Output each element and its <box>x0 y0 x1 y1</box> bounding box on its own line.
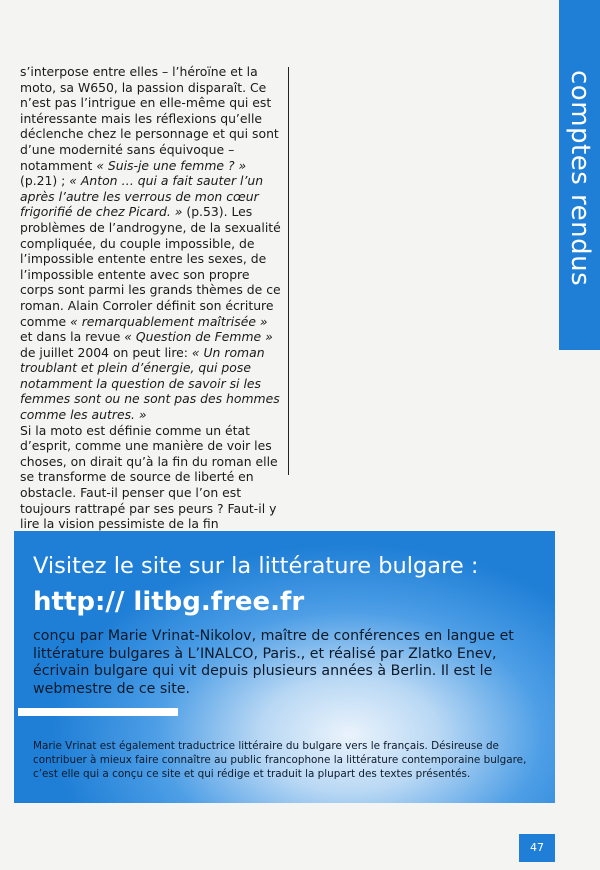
promo-url-link[interactable]: http:// litbg.free.fr <box>33 587 305 617</box>
quote: « Suis-je une femme ? » <box>96 157 247 173</box>
quote: « remarquablement maîtrisée » <box>70 313 268 329</box>
article-paragraph-2: Si la moto est définie comme un état d’esprit, comme une manière de voir les choses, on dirait qu’à la fin du roman elle se transforme de source de liberté en obstacle. Faut-il penser que l’on est toujours rattrapé par ses peurs ? Faut-il y lire la vision pessimiste de la fin <box>20 422 278 532</box>
section-tab <box>559 0 600 350</box>
promo-description: conçu par Marie Vrinat-Nikolov, maître de conférences en langue et littérature bulgares à L’INALCO, Paris., et réalisé par Zlatko Enev, écrivain bulgare qui vit depuis plusieurs années à Berlin. Il est le webmestre de ce site. <box>33 628 514 697</box>
quote: « Un roman troublant et plein d’énergie, qui pose notamment la question de savoir si les femmes sont ou ne sont pas des hommes comme les autres. » <box>20 344 280 423</box>
text-run: (p.53). Les problèmes de l’androgyne, de la sexualité compliquée, du couple impossible, de l’impossible entente entre les sexes, de l’impossible entente avec son propre corps sont parmi les grands thèmes de ce roman. Alain Corroler définit son écriture comme <box>20 204 281 329</box>
promo-title: Visitez le site sur la littérature bulgare : <box>33 553 479 579</box>
column-divider <box>288 67 289 475</box>
article-column <box>20 64 282 547</box>
page-number: 47 <box>530 841 544 854</box>
text-run: de juillet 2004 on peut lire: <box>20 344 192 360</box>
quote: « Question de Femme » <box>124 329 273 345</box>
text-run: et dans la revue <box>20 329 125 345</box>
promo-note: Marie Vrinat est également traductrice littéraire du bulgare vers le français. Désireuse de contribuer à mieux faire connaître au public francophone la littérature contemporaine bulgare, c’est elle qui a conçu ce site et qui rédige et traduit la plupart des textes présentés. <box>33 740 527 780</box>
website-promo-box <box>14 531 555 803</box>
text-run: s’interpose entre elles – l’héroïne et la moto, sa W650, la passion disparaît. Ce n’est pas l’intrigue en elle-même qui est intéressante mais les réflexions qu’elle déclenche chez le personnage et qui sont d’une modernité sans équivoque – notamment <box>20 64 279 173</box>
quote: « Anton … qui a fait sauter l’un après l’autre les verrous de mon cœur frigorifié de chez Picard. » <box>20 173 264 220</box>
section-label: comptes rendus <box>565 70 595 287</box>
page-number-box <box>519 834 555 862</box>
article-paragraph-1 <box>20 64 282 423</box>
text-run: (p.21) ; <box>20 173 70 189</box>
promo-divider-bar <box>18 708 178 716</box>
